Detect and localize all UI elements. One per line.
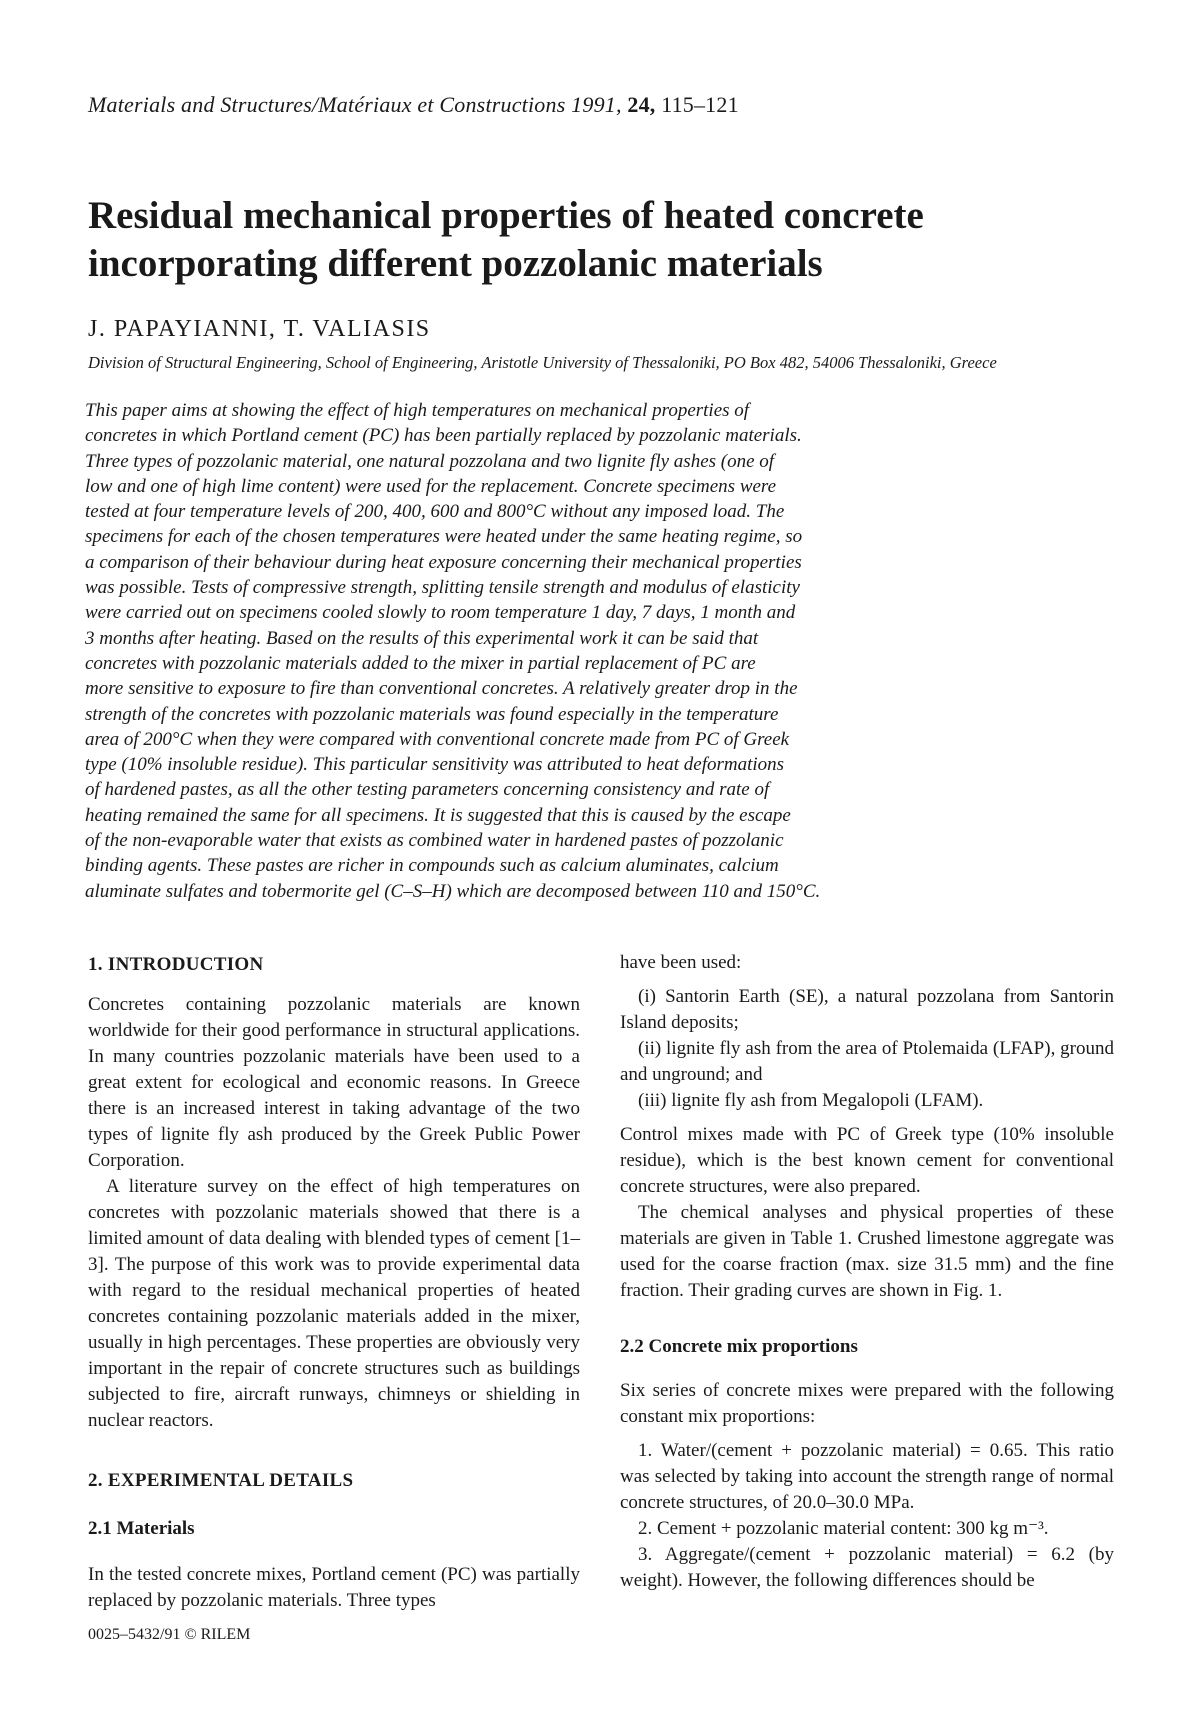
spacer [88,1542,580,1562]
mix-proportions-heading: 2.2 Concrete mix proportions [620,1336,858,1357]
journal-volume: 24, [627,92,656,117]
mix-proportions-paragraph: Six series of concrete mixes were prepared with the following constant mix proportions: [620,1380,1114,1427]
spacer [620,1114,1114,1122]
journal-pages: 115–121 [661,92,739,117]
abstract-line: strength of the concretes with pozzolanic materials was found especially in the temperature [85,703,779,725]
abstract-line: low and one of high lime content) were used for the replacement. Concrete specimens were [85,475,777,497]
materials-heading: 2.1 Materials [88,1518,195,1539]
continued-text: have been used: [620,952,742,973]
left-column [88,952,580,1614]
abstract-line: Three types of pozzolanic material, one natural pozzolana and two lignite fly ashes (one of [85,450,775,472]
spacer [620,1430,1114,1438]
spacer [620,976,1114,984]
mix-item-2: 2. Cement + pozzolanic material content: 300 kg m⁻³. [638,1518,1049,1539]
mix-item-3: 3. Aggregate/(cement + pozzolanic material) = 6.2 (by weight). However, the following differences should be [620,1544,1114,1591]
abstract-line: concretes in which Portland cement (PC) has been partially replaced by pozzolanic materials. [85,425,802,447]
abstract-line: heating remained the same for all specimens. It is suggested that this is caused by the escape [85,804,791,826]
abstract-line: binding agents. These pastes are richer in compounds such as calcium aluminates, calcium [85,855,779,877]
paper-authors: J. PAPAYIANNI, T. VALIASIS [88,316,431,342]
experimental-details-heading: 2. EXPERIMENTAL DETAILS [88,1470,354,1491]
introduction-heading: 1. INTRODUCTION [88,954,264,975]
introduction-paragraph-2: A literature survey on the effect of high temperatures on concretes with pozzolanic materials showed that there is a limited amount of data dealing with blended types of cement [1–3]. The purpose of this work was to provide experimental data with regard to the residual mechanical properties of heated concretes containing pozzolanic materials added in the mixer, usually in high percentages. These properties are obviously very important in the repair of concrete structures such as buildings subjected to fire, aircraft runways, chimneys or shielding in nuclear reactors. [88,1176,580,1431]
spacer [88,1434,580,1468]
abstract [85,398,965,904]
abstract-line: This paper aims at showing the effect of high temperatures on mechanical properties of [85,400,750,421]
material-item-1: (i) Santorin Earth (SE), a natural pozzolana from Santorin Island deposits; [620,986,1114,1033]
materials-paragraph: In the tested concrete mixes, Portland cement (PC) was partially replaced by pozzolanic materials. Three types [88,1564,580,1611]
abstract-line: area of 200°C when they were compared with conventional concrete made from PC of Greek [85,728,790,750]
abstract-line: more sensitive to exposure to fire than conventional concretes. A relatively greater drop in the [85,678,798,700]
abstract-line: concretes with pozzolanic materials added to the mixer in partial replacement of PC are [85,652,756,674]
right-column [620,952,1114,1594]
journal-name: Materials and Structures/Matériaux et Constructions [88,92,566,117]
abstract-line: tested at four temperature levels of 200, 400, 600 and 800°C without any imposed load. The [85,501,785,523]
material-item-3: (iii) lignite fly ash from Megalopoli (LFAM). [638,1090,984,1111]
journal-year: 1991, [571,92,622,117]
control-mix-paragraph: Control mixes made with PC of Greek type (10% insoluble residue), which is the best known cement for conventional concrete structures, were also prepared. [620,1124,1114,1197]
paper-title: Residual mechanical properties of heated concrete incorporating different pozzolanic materials [88,194,924,285]
spacer [620,1304,1114,1334]
abstract-line: a comparison of their behaviour during heat exposure concerning their mechanical properties [85,551,802,573]
introduction-paragraph-1: Concretes containing pozzolanic materials are known worldwide for their good performance in structural applications. In many countries pozzolanic materials have been used to a great extent for ecological and economic reasons. In Greece there is an increased interest in taking advantage of the two types of lignite fly ash produced by the Greek Public Power Corporation. [88,994,580,1171]
abstract-line: of hardened pastes, as all the other testing parameters concerning consistency and rate of [85,779,770,801]
abstract-line: of the non-evaporable water that exists as combined water in hardened pastes of pozzolanic [85,830,784,852]
spacer [88,978,580,992]
copyright-code: 0025–5432/91 © RILEM [88,1626,251,1643]
abstract-line: specimens for each of the chosen temperatures were heated under the same heating regime, so [85,526,803,548]
spacer [88,1494,580,1516]
abstract-line: aluminate sulfates and tobermorite gel (C–S–H) which are decomposed between 110 and 150°C. [85,880,821,902]
abstract-line: was possible. Tests of compressive strength, splitting tensile strength and modulus of elasticity [85,577,800,599]
abstract-line: 3 months after heating. Based on the results of this experimental work it can be said that [85,627,759,649]
abstract-line: type (10% insoluble residue). This particular sensitivity was attributed to heat deformations [85,754,785,776]
journal-citation [88,92,739,118]
mix-item-1: 1. Water/(cement + pozzolanic material) = 0.65. This ratio was selected by taking into account the strength range of normal concrete structures, of 20.0–30.0 MPa. [620,1440,1114,1513]
spacer [620,1360,1114,1378]
abstract-line: were carried out on specimens cooled slowly to room temperature 1 day, 7 days, 1 month and [85,602,796,624]
author-affiliation: Division of Structural Engineering, School of Engineering, Aristotle University of Thessaloniki, PO Box 482, 54006 Thessaloniki, Greece [88,353,997,372]
material-item-2: (ii) lignite fly ash from the area of Ptolemaida (LFAP), ground and unground; and [620,1038,1114,1085]
chemical-analysis-paragraph: The chemical analyses and physical properties of these materials are given in Table 1. Crushed limestone aggregate was used for the coarse fraction (max. size 31.5 mm) and the fine fraction. Their grading curves are shown in Fig. 1. [620,1202,1114,1301]
